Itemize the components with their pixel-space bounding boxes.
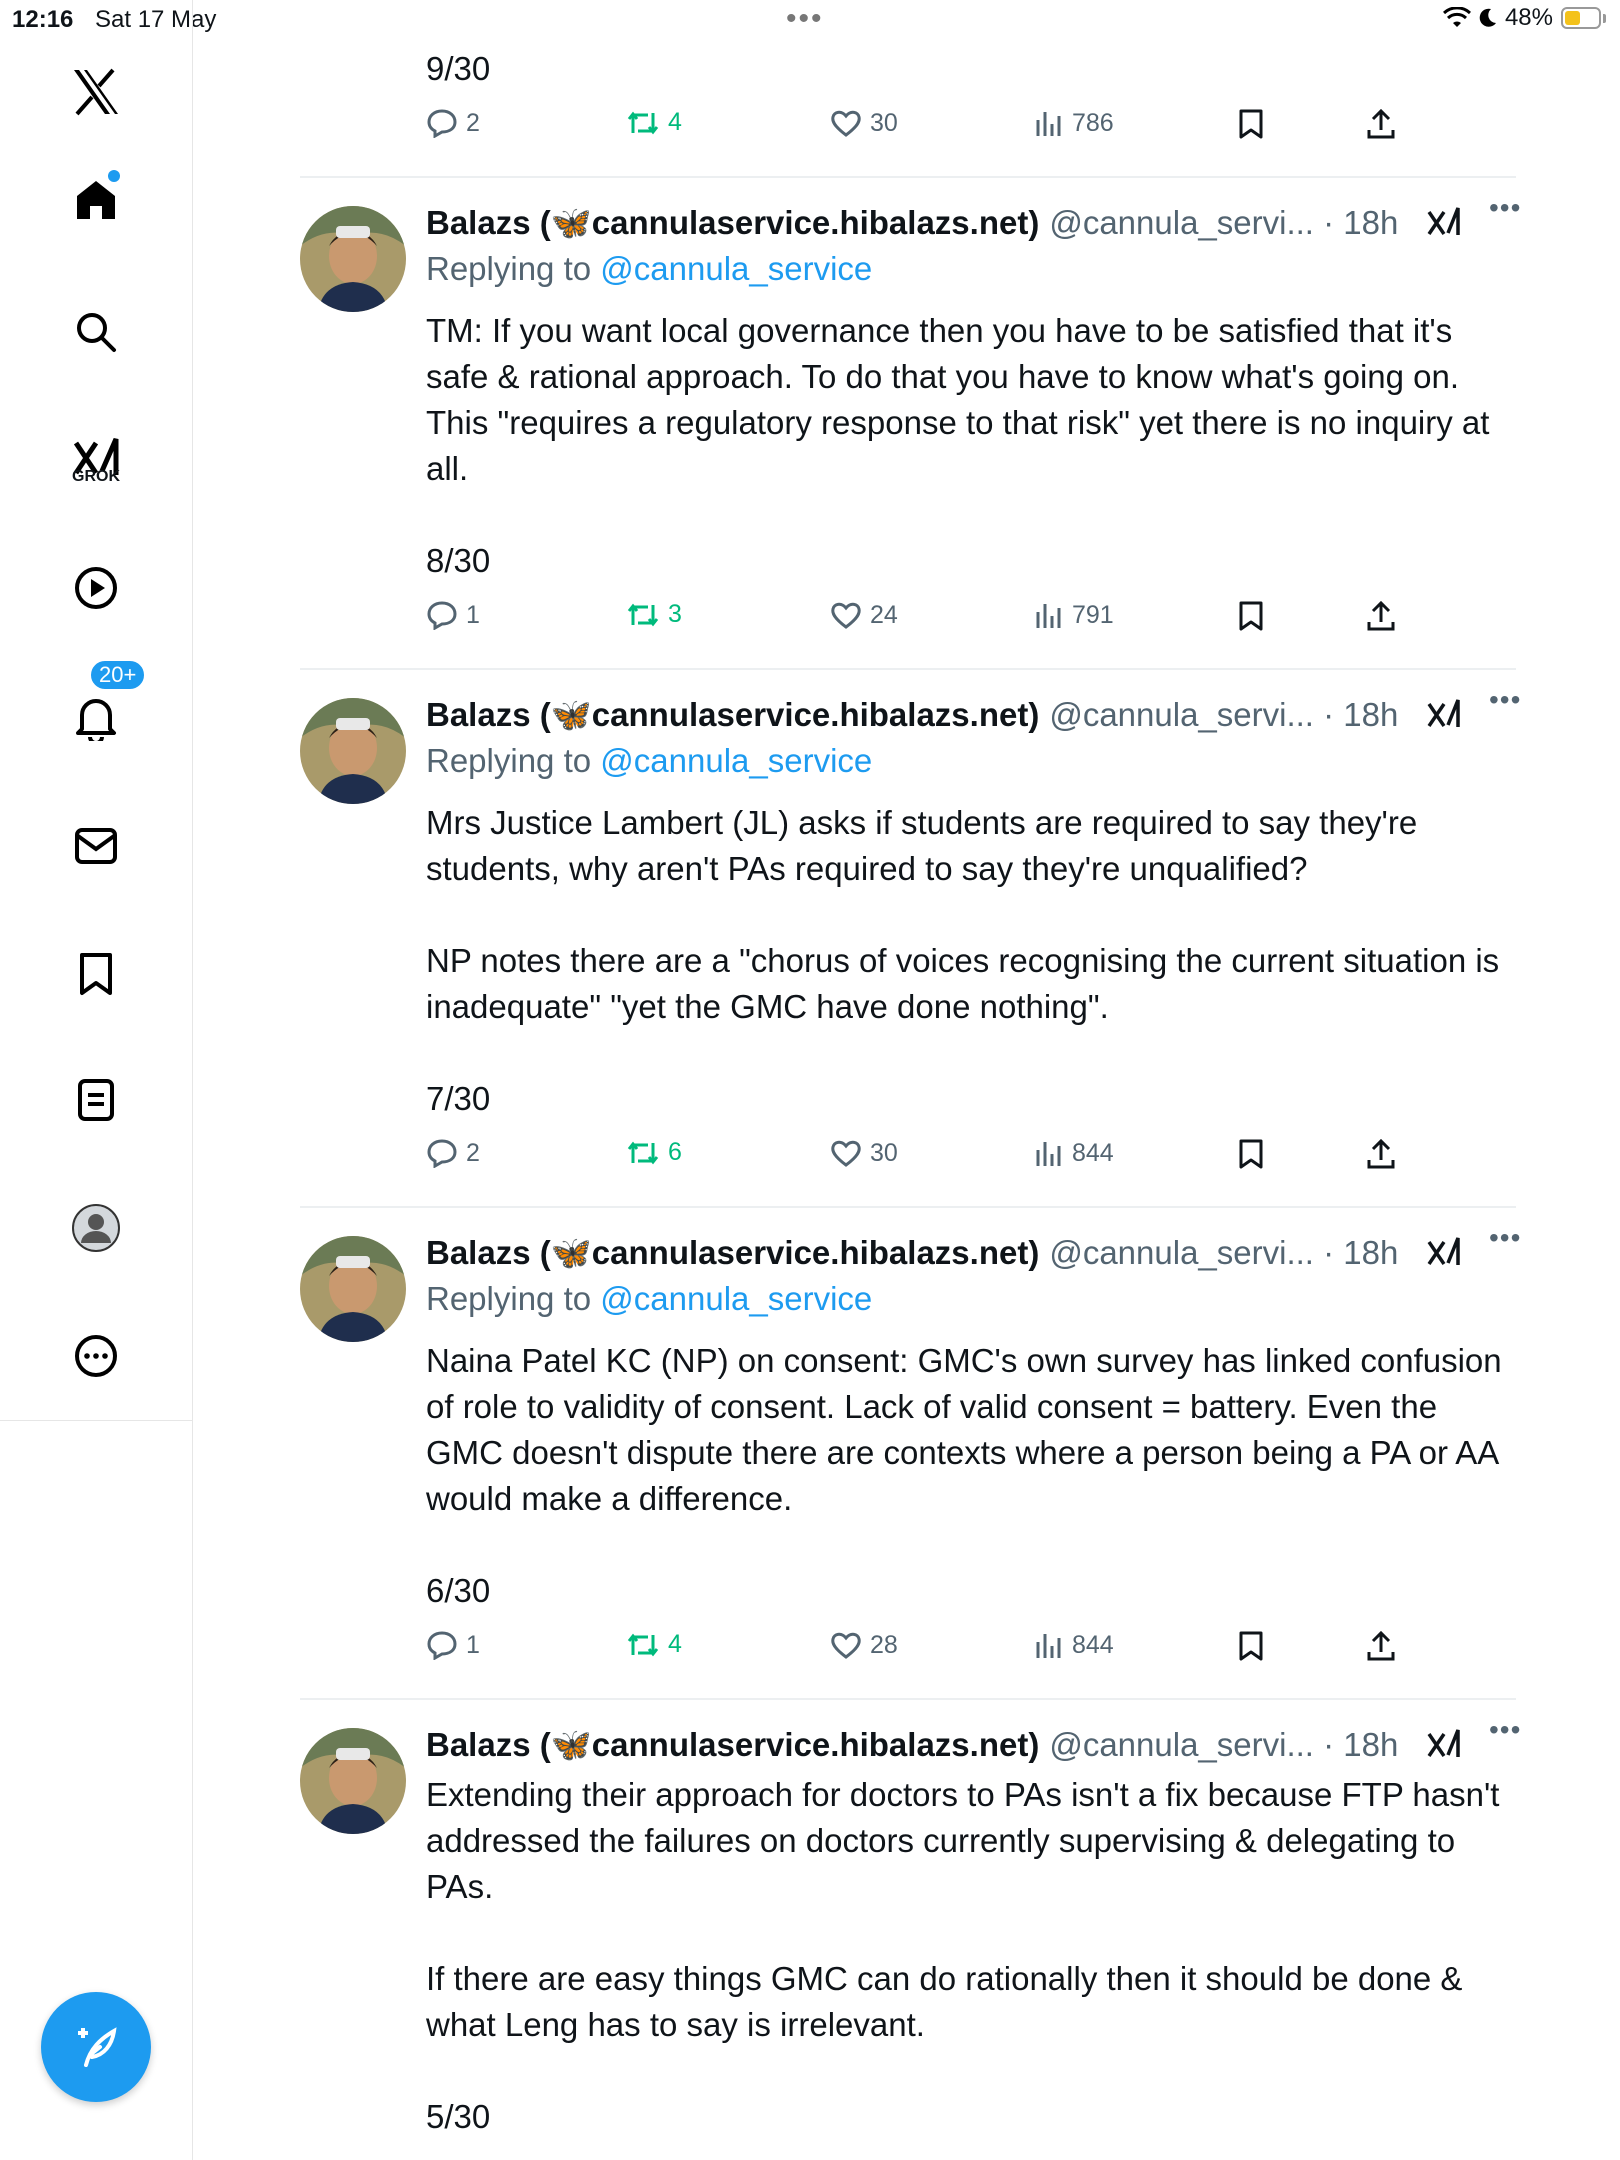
replying-to [426,742,872,780]
sidebar-item-notifications[interactable] [60,662,137,754]
heart-icon [830,108,862,138]
x-logo-icon[interactable] [60,56,132,128]
thread-count: 8/30 [426,542,491,579]
views-chart-icon [1034,1138,1064,1168]
bookmark-icon [1238,600,1264,632]
view-count: 844 [1072,1138,1114,1167]
bookmark-button[interactable] [1238,108,1264,140]
sidebar-item-grok[interactable] [60,420,132,492]
views-button[interactable] [1034,1630,1114,1660]
status-indicators [1443,4,1606,32]
author-handle[interactable]: @cannula_servi... · 18h [1049,1726,1399,1763]
bookmark-icon [78,952,114,996]
author-name[interactable]: Balazs (🦋cannulaservice.hibalazs.net) [426,203,1040,241]
views-button[interactable] [1034,600,1114,630]
replying-prefix: Replying to [426,1280,592,1317]
sidebar-item-home[interactable] [60,164,132,236]
like-count: 30 [870,1138,898,1167]
sidebar-item-video[interactable] [60,552,132,624]
reply-button[interactable] [426,1138,480,1168]
repost-count: 3 [668,600,682,628]
grok-icon[interactable] [1426,1726,1460,1760]
reply-count: 1 [466,600,480,629]
tweet-header [426,1222,1522,1276]
tweet-text: Extending their approach for doctors to PAs isn't a fix because FTP hasn't addressed the failures on doctors currently supervising & delegating to PAs. If there are easy things GMC can do rationally then it should be done & what Leng has to say is irrelevant. [426,1776,1500,2043]
views-chart-icon [1034,1630,1064,1660]
repost-button[interactable] [626,108,682,137]
views-chart-icon [1034,108,1064,138]
reply-button[interactable] [426,108,480,138]
author-handle[interactable]: @cannula_servi... · 18h [1049,1234,1399,1271]
replying-mention[interactable]: @cannula_service [600,250,873,287]
view-count: 791 [1072,600,1114,629]
tweet-divider [300,1206,1516,1208]
reply-count: 2 [466,108,480,137]
share-icon [1366,1138,1396,1170]
replying-to [426,250,872,288]
sidebar-nav [0,0,193,2160]
reply-count: 1 [466,1630,480,1659]
views-button[interactable] [1034,108,1114,138]
compose-post-button[interactable] [41,1992,151,2102]
share-button[interactable] [1366,600,1396,632]
repost-button[interactable] [626,1630,682,1659]
tweet-actions [426,600,1426,640]
sidebar-item-search[interactable] [60,296,132,368]
like-button[interactable] [830,1138,898,1168]
author-handle[interactable]: @cannula_servi... · 18h [1049,696,1399,733]
home-icon [74,178,118,222]
multitasking-dots-icon[interactable]: ••• [786,2,824,35]
more-options-icon[interactable]: ••• [1489,192,1522,223]
grok-icon[interactable] [1426,1234,1460,1268]
reply-icon [426,600,458,630]
share-button[interactable] [1366,1138,1396,1170]
share-button[interactable] [1366,108,1396,140]
status-bar [0,0,1620,40]
tweet-divider [300,1698,1516,1700]
tweet-text: TM: If you want local governance then you have to be satisfied that it's safe & rational approach. To do that you have to know what's going on. This "requires a regulatory response to that risk" yet there is no inquiry at all. [426,312,1499,487]
sidebar-item-profile[interactable] [60,1192,132,1264]
like-button[interactable] [830,1630,898,1660]
grok-icon[interactable] [1426,696,1460,730]
mail-icon [74,827,118,865]
thread-count: 5/30 [426,2098,491,2135]
home-unread-dot [108,170,120,182]
replying-mention[interactable]: @cannula_service [600,1280,873,1317]
avatar[interactable] [300,1728,406,1834]
tweet-divider [300,668,1516,670]
like-count: 24 [870,600,898,629]
bookmark-icon [1238,1630,1264,1662]
repost-icon [626,109,660,137]
sidebar-item-messages[interactable] [60,810,132,882]
profile-avatar-icon [71,1203,121,1253]
author-name[interactable]: Balazs (🦋cannulaservice.hibalazs.net) [426,695,1040,733]
views-button[interactable] [1034,1138,1114,1168]
repost-button[interactable] [626,1138,682,1167]
bookmark-button[interactable] [1238,1138,1264,1170]
moon-icon [1479,8,1497,28]
list-icon [77,1078,115,1122]
tweet-header [426,684,1522,738]
thread-count: 9/30 [426,50,491,87]
views-chart-icon [1034,600,1064,630]
tweet-divider [300,176,1516,178]
reply-icon [426,108,458,138]
like-count: 30 [870,108,898,137]
share-icon [1366,600,1396,632]
thread-count: 6/30 [426,1572,491,1609]
battery-icon [1561,7,1601,29]
heart-icon [830,1138,862,1168]
replying-to [426,1280,872,1318]
heart-icon [830,600,862,630]
repost-button[interactable] [626,600,682,629]
share-icon [1366,108,1396,140]
view-count: 786 [1072,108,1114,137]
like-button[interactable] [830,108,898,138]
replying-prefix: Replying to [426,250,592,287]
bell-icon [74,695,118,741]
reply-icon [426,1138,458,1168]
tweet-header [426,1714,1522,1768]
repost-count: 4 [668,1630,682,1658]
grok-icon[interactable] [1426,204,1460,238]
repost-icon [626,1631,660,1659]
repost-count: 4 [668,108,682,136]
more-options-icon[interactable]: ••• [1489,1714,1522,1745]
view-count: 844 [1072,1630,1114,1659]
tweet-actions [426,108,1426,148]
heart-icon [830,1630,862,1660]
replying-prefix: Replying to [426,742,592,779]
repost-count: 6 [668,1138,682,1166]
sidebar-divider [0,1420,192,1421]
share-button[interactable] [1366,1630,1396,1662]
bookmark-icon [1238,1138,1264,1170]
more-options-icon[interactable]: ••• [1489,1222,1522,1253]
avatar[interactable] [300,206,406,312]
avatar[interactable] [300,698,406,804]
status-date: Sat 17 May [95,6,217,33]
tweet-actions [426,1138,1426,1178]
reply-icon [426,1630,458,1660]
wifi-icon [1443,7,1471,29]
more-circle-icon [74,1334,118,1378]
notifications-badge: 20+ [88,658,147,692]
battery-percent: 48% [1504,4,1553,31]
sidebar-item-more[interactable] [60,1320,132,1392]
compose-feather-icon [68,2019,124,2075]
grok-label: GROK [72,468,120,485]
tweet-text: Mrs Justice Lambert (JL) asks if students are required to say they're students, why aren't PAs required to say they're unqualified? NP notes there are a "chorus of voices recognising the current situation is inadequate" "yet the GMC have done nothing". [426,804,1500,1025]
sidebar-item-bookmarks[interactable] [60,938,132,1010]
reply-button[interactable] [426,600,480,630]
like-button[interactable] [830,600,898,630]
tweet-header [426,192,1522,246]
author-name[interactable]: Balazs (🦋cannulaservice.hibalazs.net) [426,1725,1040,1763]
reply-count: 2 [466,1138,480,1167]
more-options-icon[interactable]: ••• [1489,684,1522,715]
bookmark-button[interactable] [1238,600,1264,632]
replying-mention[interactable]: @cannula_service [600,742,873,779]
reply-button[interactable] [426,1630,480,1660]
share-icon [1366,1630,1396,1662]
search-icon [75,311,117,353]
tweet-text: Naina Patel KC (NP) on consent: GMC's own survey has linked confusion of role to validity of consent. Lack of valid consent = battery. Even the GMC doesn't dispute there are contexts where a person being a PA or AA would make a difference. [426,1342,1511,1517]
tweet-actions [426,1630,1426,1670]
repost-icon [626,1139,660,1167]
play-circle-icon [74,566,118,610]
repost-icon [626,601,660,629]
avatar[interactable] [300,1236,406,1342]
bookmark-button[interactable] [1238,1630,1264,1662]
author-handle[interactable]: @cannula_servi... · 18h [1049,204,1399,241]
status-time: 12:16 [12,6,74,33]
like-count: 28 [870,1630,898,1659]
bookmark-icon [1238,108,1264,140]
sidebar-item-lists[interactable] [60,1064,132,1136]
author-name[interactable]: Balazs (🦋cannulaservice.hibalazs.net) [426,1233,1040,1271]
thread-count: 7/30 [426,1080,491,1117]
